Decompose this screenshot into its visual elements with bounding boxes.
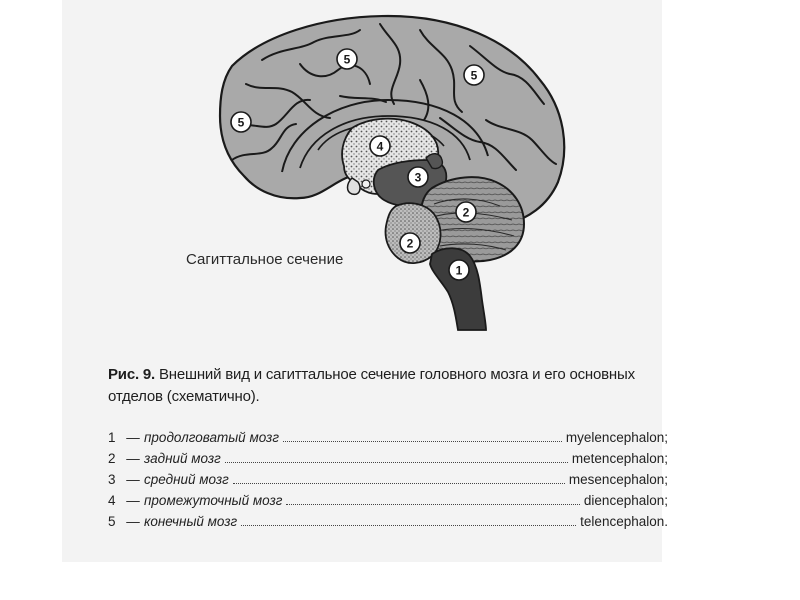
legend-russian-name: промежуточный мозг xyxy=(144,493,283,508)
marker-5-right xyxy=(464,65,484,85)
marker-2-pons-label: 2 xyxy=(406,236,414,251)
legend-row xyxy=(108,430,668,451)
marker-4-label: 4 xyxy=(376,139,384,154)
marker-3-label: 3 xyxy=(414,170,422,185)
region-legend xyxy=(108,430,668,535)
legend-number: 2 xyxy=(108,451,116,466)
legend-dash: — xyxy=(126,451,140,466)
legend-dash: — xyxy=(126,430,140,445)
legend-leader-dots xyxy=(225,461,568,463)
marker-5-right-label: 5 xyxy=(470,68,478,83)
legend-dash: — xyxy=(126,514,140,529)
marker-5-left xyxy=(231,112,251,132)
legend-row xyxy=(108,472,668,493)
legend-number: 5 xyxy=(108,514,116,529)
legend-latin-name: diencephalon; xyxy=(583,493,668,508)
legend-number: 3 xyxy=(108,472,116,487)
marker-4 xyxy=(370,136,390,156)
legend-row xyxy=(108,514,668,535)
legend-row xyxy=(108,493,668,514)
marker-2-pons xyxy=(400,233,420,253)
figure-caption xyxy=(108,364,668,408)
legend-leader-dots xyxy=(233,482,565,484)
legend-number: 4 xyxy=(108,493,116,508)
marker-5-top xyxy=(337,49,357,69)
marker-1 xyxy=(449,260,469,280)
figure-caption-text: Внешний вид и сагиттальное сечение головного мозга и его основных отделов (схематично). xyxy=(108,366,635,405)
legend-russian-name: задний мозг xyxy=(144,451,221,466)
legend-latin-name: telencephalon. xyxy=(580,514,668,529)
legend-dash: — xyxy=(126,493,140,508)
marker-5-left-label: 5 xyxy=(237,115,245,130)
legend-row xyxy=(108,451,668,472)
sagittal-section-label: Сагиттальное сечение xyxy=(186,251,344,268)
legend-russian-name: продолговатый мозг xyxy=(144,430,279,445)
marker-3 xyxy=(408,167,428,187)
legend-number: 1 xyxy=(108,430,116,445)
legend-dash: — xyxy=(126,472,140,487)
legend-russian-name: средний мозг xyxy=(144,472,229,487)
legend-latin-name: mesencephalon; xyxy=(568,472,668,487)
marker-2-cerebellum-label: 2 xyxy=(462,205,470,220)
marker-1-label: 1 xyxy=(455,263,463,278)
legend-latin-name: metencephalon; xyxy=(571,451,668,466)
legend-leader-dots xyxy=(283,440,562,442)
figure-number: Рис. 9. xyxy=(108,366,156,383)
legend-leader-dots xyxy=(286,503,580,505)
legend-russian-name: конечный мозг xyxy=(144,514,238,529)
marker-5-top-label: 5 xyxy=(343,52,351,67)
legend-latin-name: myelencephalon; xyxy=(565,430,668,445)
marker-2-cerebellum xyxy=(456,202,476,222)
legend-leader-dots xyxy=(241,524,576,526)
